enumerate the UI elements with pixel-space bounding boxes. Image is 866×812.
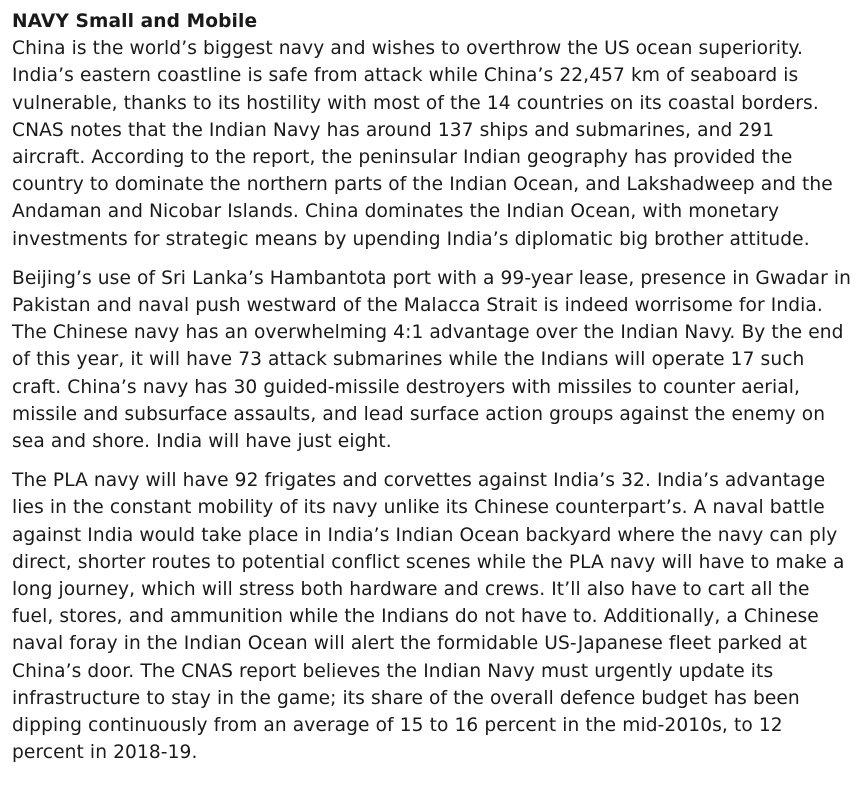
paragraph-spacer bbox=[12, 455, 862, 467]
article bbox=[12, 8, 862, 766]
article-paragraph: China is the world’s biggest navy and wishes to overthrow the US ocean superiority. India’s eastern coastline is safe from attack while China’s 22,457 km of seaboard is vulnerable, thanks to its hostility with most of the 14 countries on its coastal borders. CNAS notes that the Indian Navy has around 137 ships and submarines, and 291 aircraft. According to the report, the peninsular Indian geography has provided the country to dominate the northern parts of the Indian Ocean, and Lakshadweep and the Andaman and Nicobar Islands. China dominates the Indian Ocean, with monetary investments for strategic means by upending India’s diplomatic big brother attitude. bbox=[12, 38, 833, 250]
article-paragraph: The PLA navy will have 92 frigates and corvettes against India’s 32. India’s advantage lies in the constant mobility of its navy unlike its Chinese counterpart’s. A naval battle against India would take place in India’s Indian Ocean backyard where the navy can ply direct, shorter routes to potential conflict scenes while the PLA navy will have to make a long journey, which will stress both hardware and crews. It’ll also have to cart all the fuel, stores, and ammunition while the Indians do not have to. Additionally, a Chinese naval foray in the Indian Ocean will alert the formidable US-Japanese fleet parked at China’s door. The CNAS report believes the Indian Navy must urgently update its infrastructure to stay in the game; its share of the overall defence budget has been dipping continuously from an average of 15 to 16 percent in the mid-2010s, to 12 percent in 2018-19. bbox=[12, 470, 845, 764]
paragraph-spacer bbox=[12, 253, 862, 265]
article-heading: NAVY Small and Mobile bbox=[12, 11, 258, 32]
article-paragraph: Beijing’s use of Sri Lanka’s Hambantota port with a 99-year lease, presence in Gwadar in Pakistan and naval push westward of the Malacca Strait is indeed worrisome for India. The Chinese navy has an overwhelming 4:1 advantage over the Indian Navy. By the end of this year, it will have 73 attack submarines while the Indians will operate 17 such craft. China’s navy has 30 guided-missile destroyers with missiles to counter aerial, missile and subsurface assaults, and lead surface action groups against the enemy on sea and shore. India will have just eight. bbox=[12, 267, 851, 453]
